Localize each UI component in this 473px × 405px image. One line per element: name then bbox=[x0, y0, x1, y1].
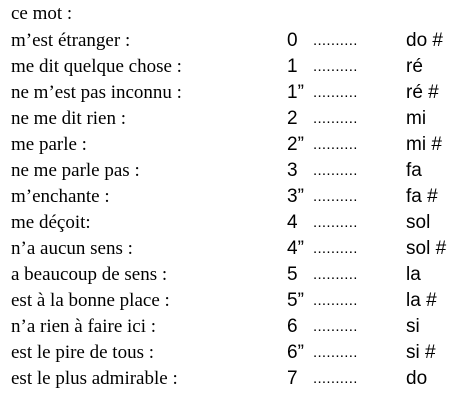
row-label: me parle : bbox=[11, 134, 87, 155]
row-dots: .......... bbox=[313, 32, 358, 49]
list-item bbox=[0, 158, 473, 184]
row-note: la # bbox=[406, 290, 437, 311]
row-number: 6 bbox=[287, 316, 298, 337]
row-label: n’a aucun sens : bbox=[11, 238, 133, 259]
row-note: ré # bbox=[406, 82, 439, 103]
row-number: 5” bbox=[287, 290, 304, 311]
row-number: 0 bbox=[287, 30, 298, 51]
row-label: ne m’est pas inconnu : bbox=[11, 82, 182, 103]
row-note: mi # bbox=[406, 134, 442, 155]
row-number: 4” bbox=[287, 238, 304, 259]
row-number: 5 bbox=[287, 264, 298, 285]
list-item bbox=[0, 314, 473, 340]
row-label: m’enchante : bbox=[11, 186, 110, 207]
row-label: me déçoit: bbox=[11, 212, 91, 233]
row-dots: .......... bbox=[313, 58, 358, 75]
list-item bbox=[0, 106, 473, 132]
row-dots: .......... bbox=[313, 266, 358, 283]
row-note: fa bbox=[406, 160, 422, 181]
list-item bbox=[0, 54, 473, 80]
row-dots: .......... bbox=[313, 240, 358, 257]
row-dots: .......... bbox=[313, 84, 358, 101]
list-item bbox=[0, 184, 473, 210]
row-label: a beaucoup de sens : bbox=[11, 264, 168, 285]
row-label: ne me dit rien : bbox=[11, 108, 127, 129]
row-number: 6” bbox=[287, 342, 304, 363]
row-number: 3” bbox=[287, 186, 304, 207]
row-note: si # bbox=[406, 342, 436, 363]
row-note: sol bbox=[406, 212, 431, 233]
row-note: ré bbox=[406, 56, 423, 77]
row-number: 1 bbox=[287, 56, 298, 77]
row-note: la bbox=[406, 264, 421, 285]
row-number: 3 bbox=[287, 160, 298, 181]
row-number: 1” bbox=[287, 82, 304, 103]
row-note: si bbox=[406, 316, 420, 337]
row-dots: .......... bbox=[313, 136, 358, 153]
row-note: do # bbox=[406, 30, 443, 51]
row-label: ne me parle pas : bbox=[11, 160, 140, 181]
row-label: me dit quelque chose : bbox=[11, 56, 182, 77]
row-note: sol # bbox=[406, 238, 447, 259]
heading: ce mot : bbox=[11, 3, 73, 24]
row-label: n’a rien à faire ici : bbox=[11, 316, 157, 337]
row-dots: .......... bbox=[313, 344, 358, 361]
row-note: mi bbox=[406, 108, 427, 129]
row-label: m’est étranger : bbox=[11, 30, 131, 51]
row-dots: .......... bbox=[313, 162, 358, 179]
row-number: 4 bbox=[287, 212, 298, 233]
row-note: do bbox=[406, 368, 428, 389]
row-dots: .......... bbox=[313, 318, 358, 335]
list-item bbox=[0, 80, 473, 106]
row-dots: .......... bbox=[313, 370, 358, 387]
row-label: est le pire de tous : bbox=[11, 342, 154, 363]
row-dots: .......... bbox=[313, 292, 358, 309]
list-item bbox=[0, 210, 473, 236]
list-item bbox=[0, 288, 473, 314]
row-label: est le plus admirable : bbox=[11, 368, 178, 389]
row-note: fa # bbox=[406, 186, 438, 207]
row-dots: .......... bbox=[313, 214, 358, 231]
list-item bbox=[0, 262, 473, 288]
row-dots: .......... bbox=[313, 188, 358, 205]
row-label: est à la bonne place : bbox=[11, 290, 170, 311]
row-number: 7 bbox=[287, 368, 298, 389]
list-item bbox=[0, 340, 473, 366]
list-item bbox=[0, 28, 473, 54]
list-item bbox=[0, 366, 473, 392]
row-number: 2 bbox=[287, 108, 298, 129]
row-number: 2” bbox=[287, 134, 304, 155]
list-item bbox=[0, 132, 473, 158]
row-dots: .......... bbox=[313, 110, 358, 127]
list-item bbox=[0, 236, 473, 262]
